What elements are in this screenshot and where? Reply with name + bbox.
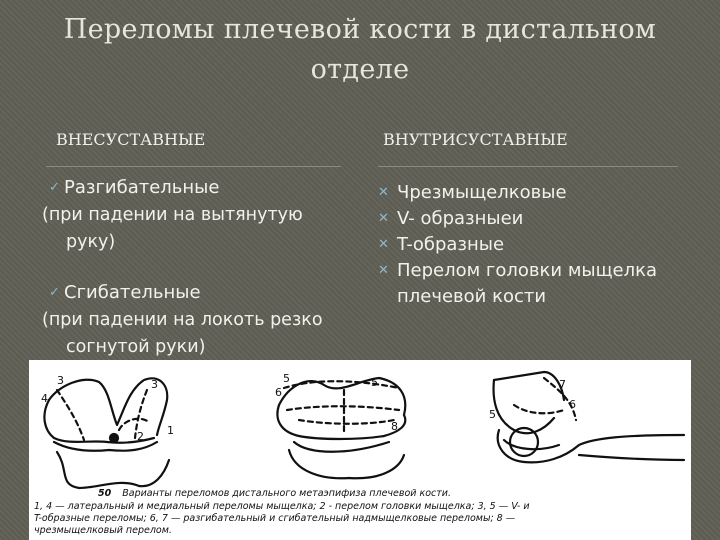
flexion-fracture-label: Сгибательные <box>64 282 201 303</box>
caption-line3: T-образные переломы; 6, 7 — разгибательный и сгибательный надмыщелковые переломы; 8 — <box>34 513 516 524</box>
caption-number: 50 <box>98 488 112 499</box>
intra-articular-heading: ВНУТРИСУСТАВНЫЕ <box>383 130 568 149</box>
extra-articular-heading: ВНЕСУСТАВНЫЕ <box>56 130 206 149</box>
figure-label-5a: 5 <box>283 372 290 385</box>
fracture-diagram-figure <box>29 360 691 540</box>
figure-label-6b: 6 <box>569 398 576 411</box>
checkmark-bullet-icon: ✓ <box>49 180 60 195</box>
caption-line4: чрезмыщелковый перелом. <box>34 525 172 536</box>
figure-label-7: 7 <box>559 378 566 391</box>
x-bullet-icon: ✕ <box>378 211 389 226</box>
capitellum-fracture-label: Перелом головки мыщелка <box>397 260 658 281</box>
caption-title: Варианты переломов дистального метаэпифиза плечевой кости. <box>122 488 451 499</box>
figure-label-6: 6 <box>275 386 282 399</box>
figure-label-3a: 3 <box>57 374 64 387</box>
figure-label-2: 2 <box>137 430 144 443</box>
extension-fracture-note-line1: (при падении на вытянутую <box>42 205 303 225</box>
extension-fracture-label: Разгибательные <box>64 177 220 198</box>
drawing-lateral-medial-fracture <box>44 378 169 488</box>
t-shaped-label: T-образные <box>397 234 505 255</box>
extension-fracture-note-line2: руку) <box>66 232 116 252</box>
capitellum-fracture-label-line2: плечевой кости <box>397 286 547 307</box>
figure-label-4: 4 <box>41 392 48 405</box>
transcondylar-label: Чрезмыщелковые <box>397 182 567 203</box>
x-bullet-icon: ✕ <box>378 185 389 200</box>
drawing-t-v-fracture <box>277 378 405 478</box>
left-divider <box>46 166 341 167</box>
x-bullet-icon: ✕ <box>378 237 389 252</box>
figure-label-8: 8 <box>391 420 398 433</box>
flexion-fracture-note-line2: согнутой руки) <box>66 337 206 357</box>
v-shaped-label: V- образныеи <box>397 208 524 229</box>
figure-label-3b: 3 <box>151 378 158 391</box>
figure-label-5b: 5 <box>371 376 378 389</box>
right-divider <box>378 166 678 167</box>
figure-label-5c: 5 <box>489 408 496 421</box>
checkmark-bullet-icon: ✓ <box>49 285 60 300</box>
figure-label-1: 1 <box>167 424 174 437</box>
caption-line2: 1, 4 — латеральный и медиальный переломы мыщелка; 2 - перелом головки мыщелка; 3, 5 — V- и <box>34 501 530 512</box>
slide-title-line1: Переломы плечевой кости в дистальном <box>63 14 657 45</box>
slide-title-line2: отделе <box>310 54 410 85</box>
drawing-supracondylar-fracture <box>494 372 684 462</box>
slide-title <box>20 10 700 90</box>
x-bullet-icon: ✕ <box>378 263 389 278</box>
flexion-fracture-note-line1: (при падении на локоть резко <box>42 310 323 330</box>
